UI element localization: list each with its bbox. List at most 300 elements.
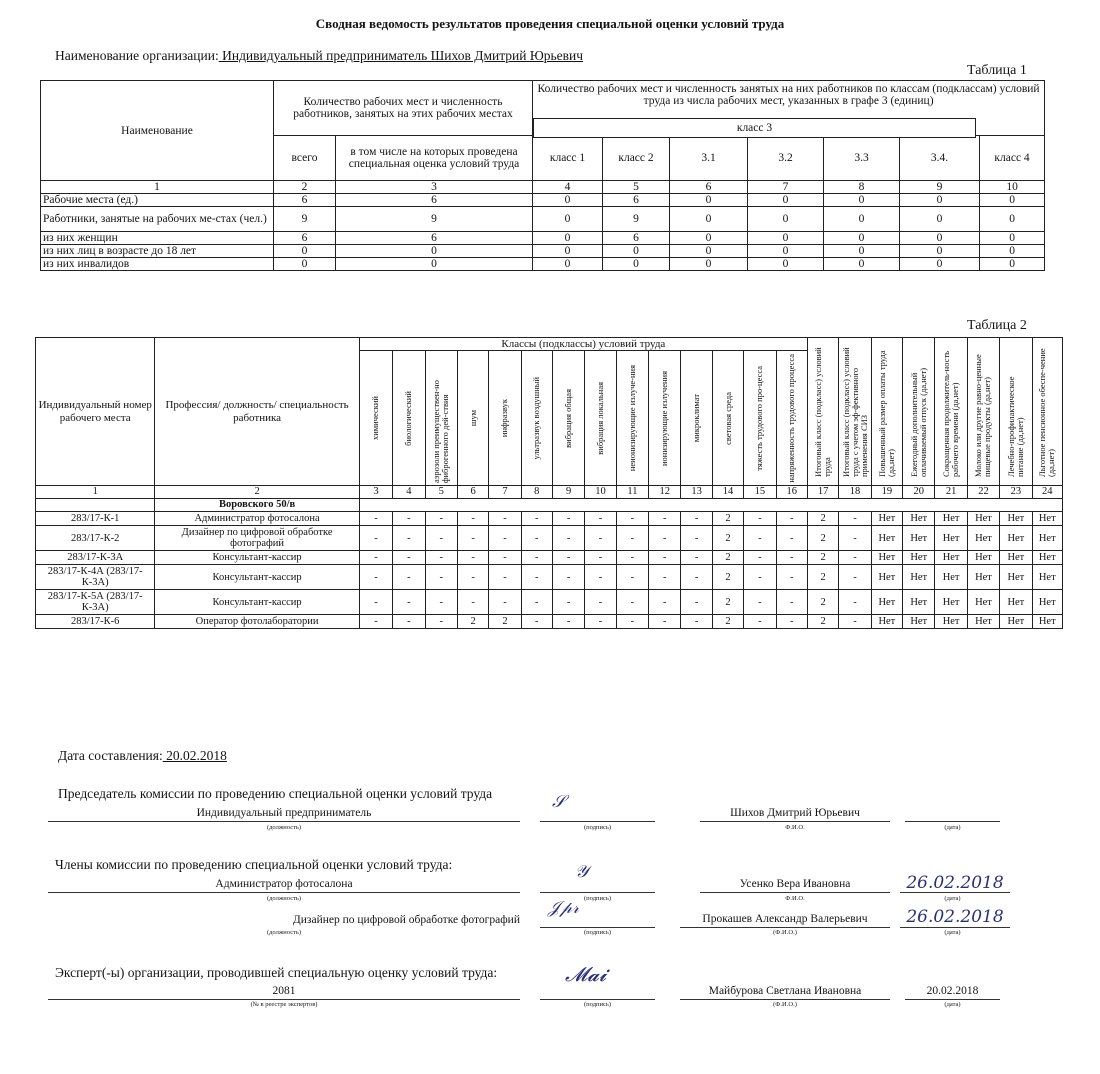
t1-cell: 6 (603, 194, 670, 207)
t1-cell: 0 (824, 194, 900, 207)
chair-position: Индивидуальный предприниматель (48, 807, 520, 822)
t2-cell: Нет (903, 565, 935, 590)
chair-signature: 𝒮 (552, 792, 566, 812)
organization-line (55, 48, 583, 64)
t1-cell: 0 (274, 258, 336, 271)
t2-row-number: 283/17-К-1 (36, 512, 155, 526)
t2-row-profession: Дизайнер по цифровой обработке фотографий (155, 526, 359, 551)
t1-cell: 0 (336, 258, 533, 271)
t2-cell: - (393, 615, 425, 629)
t1-cell: 0 (748, 245, 824, 258)
t1-header-classes: Количество рабочих мест и численность занятых на них работников по классам (подклассам) условий труда из числа рабочих мест, указанных в графе 3 (единиц) (533, 81, 1045, 136)
t2-cell: - (649, 526, 681, 551)
t1-col-index: 2 (274, 181, 336, 194)
t1-header-class2: класс 2 (603, 136, 670, 181)
t2-cell: - (359, 512, 392, 526)
t2-col-index: 11 (616, 486, 648, 499)
t1-cell: 0 (533, 258, 603, 271)
t1-row (41, 194, 1045, 207)
t1-cell: 0 (603, 258, 670, 271)
member2-fio-label: (Ф.И.О.) (773, 929, 797, 936)
t2-cell: - (393, 551, 425, 565)
t2-header-factor: шум (467, 409, 478, 427)
t2-col-index: 10 (585, 486, 616, 499)
t1-cell: 0 (824, 232, 900, 245)
t1-col-index: 7 (748, 181, 824, 194)
t2-section-address: Воровского 50/в (155, 499, 359, 512)
t1-cell: 0 (748, 207, 824, 232)
t2-cell: - (393, 512, 425, 526)
t2-cell: - (393, 590, 425, 615)
t2-cell: - (649, 590, 681, 615)
t2-header-extra: Лечебно-профилактическое питание (да,нет) (1005, 375, 1025, 477)
chair-name: Шихов Дмитрий Юрьевич (700, 807, 890, 822)
t1-cell: 0 (670, 232, 748, 245)
t1-row-name: Рабочие места (ед.) (41, 194, 274, 207)
t1-cell: 0 (980, 207, 1045, 232)
t2-cell: - (359, 565, 392, 590)
t1-cell: 0 (533, 194, 603, 207)
t2-cell: - (776, 512, 807, 526)
t1-row (41, 207, 1045, 232)
t1-cell: 0 (748, 232, 824, 245)
t1-cell: 0 (533, 245, 603, 258)
t2-cell: - (521, 526, 552, 551)
t2-cell: 2 (712, 526, 743, 551)
expert-signature-line (540, 985, 655, 1000)
t2-cell: - (552, 526, 584, 551)
t2-cell: - (585, 590, 616, 615)
t1-header-class33: 3.3 (824, 136, 900, 181)
t2-header-factor: тяжесть трудового про-цесса (754, 365, 765, 471)
t2-cell: - (359, 526, 392, 551)
t2-cell: - (425, 512, 457, 526)
member1-position-label: (должность) (266, 895, 302, 902)
t2-header-factor: вибрация общая (563, 388, 574, 448)
t2-cell: 2 (807, 512, 838, 526)
expert-date-label: (дата) (944, 1001, 961, 1008)
t2-cell: Нет (903, 590, 935, 615)
t2-col-index: 2 (155, 486, 359, 499)
t2-cell: - (425, 615, 457, 629)
t2-header-extra: Молоко или другие равно-ценные пищевые продукты (да,нет) (973, 353, 993, 477)
expert-name: Майбурова Светлана Ивановна (680, 985, 890, 1000)
t1-cell: 6 (336, 194, 533, 207)
t2-cell: - (552, 512, 584, 526)
t1-cell: 0 (980, 194, 1045, 207)
t2-cell: - (457, 565, 488, 590)
t2-row-number: 283/17-К-2 (36, 526, 155, 551)
t2-col-index: 3 (359, 486, 392, 499)
t2-cell: - (744, 526, 776, 551)
t2-cell: - (839, 565, 871, 590)
t2-cell: - (489, 565, 521, 590)
t2-cell: Нет (935, 512, 967, 526)
t2-cell: Нет (903, 526, 935, 551)
t2-row-profession: Консультант-кассир (155, 551, 359, 565)
t1-cell: 0 (824, 258, 900, 271)
t2-cell: - (457, 551, 488, 565)
t1-col-index: 1 (41, 181, 274, 194)
member1-signature-line (540, 878, 655, 893)
t2-cell: - (552, 615, 584, 629)
member2-position-label: (должность) (266, 929, 302, 936)
member1-signature-label: (подпись) (584, 895, 611, 902)
t1-cell: 0 (980, 245, 1045, 258)
t2-header-extra: Льготное пенсионное обеспе-чение (да,нет) (1037, 347, 1057, 477)
t1-cell: 0 (336, 245, 533, 258)
t2-cell: - (744, 565, 776, 590)
t2-cell: - (585, 512, 616, 526)
t2-cell: - (489, 526, 521, 551)
t2-cell: 2 (712, 615, 743, 629)
t1-cell: 0 (980, 232, 1045, 245)
t2-header-extra: Итоговый класс (подкласс) условий труда (813, 346, 833, 477)
member1-name: Усенко Вера Ивановна (700, 878, 890, 893)
organization-label: Наименование организации: (55, 48, 219, 63)
t2-cell: - (457, 526, 488, 551)
expert-registry-label: (№ в реестре экспертов) (250, 1001, 318, 1008)
member1-date-label: (дата) (944, 895, 961, 902)
t2-header-factor: микроклимат (691, 393, 702, 443)
t2-cell: Нет (1000, 551, 1032, 565)
t2-cell: - (359, 551, 392, 565)
chair-date-label: (дата) (944, 824, 961, 831)
t2-row (36, 615, 1063, 629)
chair-fio-label: Ф.И.О. (785, 824, 805, 831)
t2-cell: - (616, 551, 648, 565)
t2-cell: - (776, 615, 807, 629)
date-value: 20.02.2018 (162, 748, 227, 763)
t2-cell: Нет (903, 615, 935, 629)
t2-cell: Нет (967, 526, 999, 551)
t2-cell: 2 (807, 565, 838, 590)
t2-row-profession: Консультант-кассир (155, 590, 359, 615)
t2-col-index: 24 (1032, 486, 1062, 499)
t2-cell: Нет (1032, 615, 1062, 629)
t2-row-profession: Администратор фотосалона (155, 512, 359, 526)
t2-cell: - (359, 590, 392, 615)
t2-cell: Нет (1000, 615, 1032, 629)
member2-date: 26.02.2018 (900, 907, 1010, 928)
t1-cell: 9 (274, 207, 336, 232)
chair-title: Председатель комиссии по проведению специальной оценки условий труда (58, 786, 493, 801)
t2-cell: 2 (807, 551, 838, 565)
t1-cell: 0 (900, 245, 980, 258)
t1-cell: 0 (980, 258, 1045, 271)
t2-cell: - (616, 590, 648, 615)
t2-col-index: 20 (903, 486, 935, 499)
t1-row-name: из них лиц в возрасте до 18 лет (41, 245, 274, 258)
t2-col-index: 5 (425, 486, 457, 499)
t2-cell: Нет (1000, 526, 1032, 551)
t2-cell: Нет (967, 551, 999, 565)
t2-cell: - (744, 512, 776, 526)
t2-cell: - (521, 512, 552, 526)
t2-cell: - (552, 565, 584, 590)
t2-cell: Нет (935, 565, 967, 590)
t2-cell: Нет (935, 526, 967, 551)
t2-cell: - (489, 551, 521, 565)
t2-cell: - (521, 551, 552, 565)
t2-cell: - (839, 526, 871, 551)
t2-cell: 2 (489, 615, 521, 629)
t1-cell: 6 (274, 194, 336, 207)
t2-cell: - (425, 551, 457, 565)
t1-header-included: в том числе на которых проведена специальная оценка условий труда (336, 136, 533, 181)
t2-col-index: 15 (744, 486, 776, 499)
member2-signature: 𝒥𝓅𝓇 (548, 898, 579, 918)
t1-cell: 6 (336, 232, 533, 245)
t1-header-class4: класс 4 (980, 136, 1045, 181)
t2-cell: Нет (871, 565, 902, 590)
t1-cell: 0 (533, 207, 603, 232)
t2-cell: - (681, 526, 712, 551)
t2-cell: Нет (1000, 565, 1032, 590)
t2-header-number: Индивидуальный номер рабочего места (36, 338, 155, 486)
t2-cell: - (616, 615, 648, 629)
t2-cell: - (649, 565, 681, 590)
summary-table (40, 80, 1045, 271)
t2-cell: - (552, 590, 584, 615)
t2-cell: - (616, 526, 648, 551)
t1-cell: 0 (670, 245, 748, 258)
member1-fio-label: Ф.И.О. (785, 895, 805, 902)
t2-cell: 2 (712, 565, 743, 590)
t2-header-extra: Сокращенная продолжитель-ность рабочего времени (да,нет) (941, 350, 961, 477)
t2-cell: - (585, 615, 616, 629)
organization-value: Индивидуальный предприниматель Шихов Дмитрий Юрьевич (218, 48, 584, 63)
t2-cell: 2 (712, 551, 743, 565)
t2-col-index: 19 (871, 486, 902, 499)
t1-cell: 0 (824, 207, 900, 232)
t2-cell: 2 (807, 526, 838, 551)
t2-cell: 2 (457, 615, 488, 629)
t2-cell: - (585, 565, 616, 590)
t1-col-index: 3 (336, 181, 533, 194)
t2-col-index: 16 (776, 486, 807, 499)
t2-cell: 2 (807, 590, 838, 615)
t2-cell: Нет (871, 590, 902, 615)
t1-col-index: 4 (533, 181, 603, 194)
t2-cell: 2 (712, 512, 743, 526)
t2-cell: - (585, 551, 616, 565)
t2-cell: - (457, 512, 488, 526)
t2-col-index: 6 (457, 486, 488, 499)
t2-header-profession: Профессия/ должность/ специальность работника (155, 338, 359, 486)
t2-cell: Нет (903, 512, 935, 526)
t1-cell: 0 (900, 207, 980, 232)
t1-cell: 9 (336, 207, 533, 232)
t2-header-extra: Повышенный размер оплаты труда (да,нет) (876, 349, 896, 477)
t1-col-index: 8 (824, 181, 900, 194)
t2-col-index: 14 (712, 486, 743, 499)
t1-cell: 6 (603, 232, 670, 245)
t1-col-index: 10 (980, 181, 1045, 194)
t1-row (41, 258, 1045, 271)
t2-cell: Нет (935, 551, 967, 565)
t1-row-name: из них женщин (41, 232, 274, 245)
t2-cell: - (359, 615, 392, 629)
t2-cell: - (585, 526, 616, 551)
t2-col-index: 17 (807, 486, 838, 499)
t2-col-index: 4 (393, 486, 425, 499)
chair-date (905, 807, 1000, 822)
t2-cell: - (489, 590, 521, 615)
t2-col-index: 1 (36, 486, 155, 499)
t2-cell: - (776, 590, 807, 615)
t2-header-factor: неионизирующие излуче-ния (626, 364, 637, 472)
t2-cell: Нет (967, 590, 999, 615)
t2-cell: 2 (807, 615, 838, 629)
t2-cell: Нет (1000, 590, 1032, 615)
members-title: Члены комиссии по проведению специальной оценки условий труда: (55, 857, 453, 872)
t2-cell: Нет (1032, 551, 1062, 565)
t2-cell: 2 (712, 590, 743, 615)
t2-cell: Нет (935, 590, 967, 615)
t2-header-extra: Ежегодный дополнительный оплачиваемый отпуск (да,нет) (908, 367, 928, 477)
t1-cell: 0 (748, 194, 824, 207)
t2-col-index: 23 (1000, 486, 1032, 499)
t1-cell: 0 (900, 194, 980, 207)
t1-header-class1: класс 1 (533, 136, 603, 181)
t1-cell: 0 (533, 232, 603, 245)
t2-header-factor: световая среда (722, 391, 733, 445)
t2-header-factor: вибрация локальная (595, 381, 606, 455)
expert-signature-label: (подпись) (584, 1001, 611, 1008)
t2-cell: Нет (871, 512, 902, 526)
t1-cell: 0 (900, 232, 980, 245)
t2-cell: - (776, 565, 807, 590)
t1-header-count: Количество рабочих мест и численность работников, занятых на этих рабочих местах (274, 81, 533, 136)
t2-cell: - (649, 512, 681, 526)
t2-header-factor: биологический (403, 390, 414, 446)
t2-row-profession: Консультант-кассир (155, 565, 359, 590)
t2-cell: - (425, 565, 457, 590)
t2-cell: - (776, 526, 807, 551)
t2-cell: - (744, 615, 776, 629)
t2-cell: Нет (1032, 590, 1062, 615)
t2-row (36, 512, 1063, 526)
t2-cell: - (744, 590, 776, 615)
t1-cell: 6 (274, 232, 336, 245)
t1-cell: 0 (670, 207, 748, 232)
t2-cell: Нет (967, 512, 999, 526)
t2-cell: Нет (871, 615, 902, 629)
t2-cell: - (425, 590, 457, 615)
chair-signature-label: (подпись) (584, 824, 611, 831)
t2-row-number: 283/17-К-5А (283/17-К-3А) (36, 590, 155, 615)
t2-row-number: 283/17-К-6 (36, 615, 155, 629)
t2-cell: Нет (967, 565, 999, 590)
t2-header-classes: Классы (подклассы) условий труда (359, 338, 807, 351)
t1-col-index: 5 (603, 181, 670, 194)
t2-header-factor: напряженность трудового процесса (786, 353, 797, 483)
member1-date: 26.02.2018 (900, 873, 1010, 893)
expert-title: Эксперт(-ы) организации, проводившей специальную оценку условий труда: (55, 965, 498, 980)
t2-col-index: 7 (489, 486, 521, 499)
table2-caption: Таблица 2 (967, 318, 1027, 333)
t2-header-extra: Итоговый класс (подкласс) условий труда с учетом эф-фективного применения СИЗ (840, 346, 869, 477)
t2-header-factor: аэрозоли преимуществен-но фиброгенного дей-ствия (431, 380, 451, 483)
date-label: Дата составления: (58, 748, 163, 763)
t2-col-index: 13 (681, 486, 712, 499)
t1-cell: 9 (603, 207, 670, 232)
member2-name: Прокашев Александр Валерьевич (680, 913, 890, 928)
t1-header-class32: 3.2 (748, 136, 824, 181)
t2-col-index: 22 (967, 486, 999, 499)
t2-cell: - (839, 512, 871, 526)
t1-col-index: 9 (900, 181, 980, 194)
t1-cell: 0 (748, 258, 824, 271)
t2-row-profession: Оператор фотолаборатории (155, 615, 359, 629)
t2-col-index: 18 (839, 486, 871, 499)
expert-fio-label: (Ф.И.О.) (773, 1001, 797, 1008)
table1-caption: Таблица 1 (967, 63, 1027, 78)
t2-cell: - (744, 551, 776, 565)
t2-cell: Нет (967, 615, 999, 629)
t2-header-factor: инфразвук (499, 398, 510, 438)
member1-signature: 𝒴 (575, 862, 589, 882)
expert-date: 20.02.2018 (905, 985, 1000, 1000)
t2-row (36, 590, 1063, 615)
t1-row (41, 245, 1045, 258)
t2-col-index: 9 (552, 486, 584, 499)
t1-cell: 0 (900, 258, 980, 271)
t2-cell: - (839, 615, 871, 629)
t2-cell: Нет (871, 551, 902, 565)
t2-cell: - (521, 590, 552, 615)
t1-cell: 0 (670, 194, 748, 207)
t2-cell: - (681, 565, 712, 590)
t2-cell: - (776, 551, 807, 565)
t2-cell: - (521, 615, 552, 629)
t1-cell: 0 (824, 245, 900, 258)
t1-row-name: Работники, занятые на рабочих ме-стах (чел.) (41, 207, 274, 232)
t2-cell: Нет (903, 551, 935, 565)
t1-header-name: Наименование (41, 81, 274, 181)
t1-row-name: из них инвалидов (41, 258, 274, 271)
t1-header-class3: класс 3 (533, 118, 976, 138)
page-title: Сводная ведомость результатов проведения специальной оценки условий труда (315, 16, 785, 31)
t2-cell: - (616, 512, 648, 526)
t2-cell: - (681, 615, 712, 629)
t2-col-index: 21 (935, 486, 967, 499)
t1-header-total: всего (274, 136, 336, 181)
member1-position: Администратор фотосалона (48, 878, 520, 893)
date-line (58, 748, 227, 764)
t2-row (36, 551, 1063, 565)
t1-row (41, 232, 1045, 245)
t1-header-class31: 3.1 (670, 136, 748, 181)
t2-cell: - (681, 590, 712, 615)
expert-signature: 𝓜𝓪𝓲 (565, 962, 607, 986)
t1-header-class34: 3.4. (900, 136, 980, 181)
t1-cell: 0 (603, 245, 670, 258)
t2-row (36, 526, 1063, 551)
t2-cell: Нет (935, 615, 967, 629)
t2-header-factor: ультразвук воздушный (531, 376, 542, 460)
member2-position: Дизайнер по цифровой обработке фотографий (292, 914, 520, 926)
t2-cell: Нет (1000, 512, 1032, 526)
t2-cell: - (521, 565, 552, 590)
t2-header-factor: химический (370, 396, 381, 440)
member2-signature-label: (подпись) (584, 929, 611, 936)
t1-col-index: 6 (670, 181, 748, 194)
t2-cell: Нет (871, 526, 902, 551)
t2-row-number: 283/17-К-4А (283/17-К-3А) (36, 565, 155, 590)
t1-cell: 0 (274, 245, 336, 258)
